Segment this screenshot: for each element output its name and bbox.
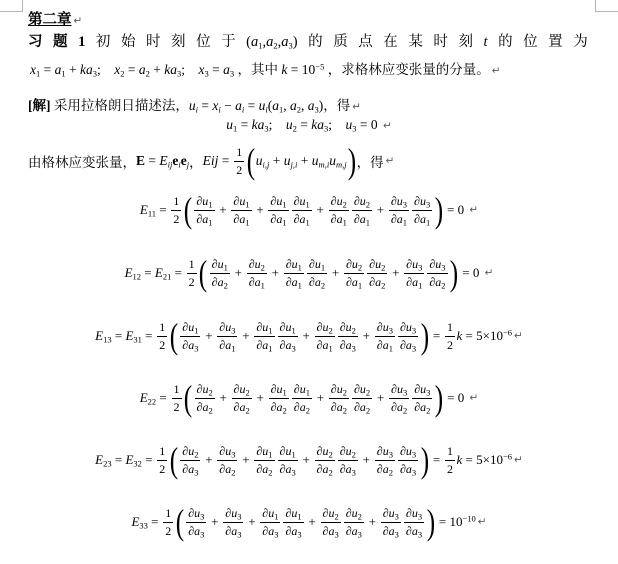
math-text: $(a_1,a_2,a_3)$ bbox=[246, 34, 298, 51]
math-text: + bbox=[392, 265, 400, 280]
cn-text: ，得 bbox=[356, 155, 384, 170]
math-text: + bbox=[362, 328, 371, 343]
numerator: $\partial u_1$ bbox=[233, 194, 250, 210]
green-tensor-definition bbox=[28, 139, 394, 183]
fraction bbox=[269, 382, 289, 414]
denominator: $\partial a_2$ bbox=[219, 461, 236, 477]
cn-text: 刻 bbox=[458, 34, 473, 50]
paragraph-mark: ↵ bbox=[469, 392, 479, 404]
left-paren: ( bbox=[246, 140, 255, 181]
math-text: + bbox=[205, 328, 213, 343]
fraction bbox=[217, 444, 237, 476]
denominator: $\partial a_2$ bbox=[316, 461, 333, 477]
denominator: $\partial a_1$ bbox=[414, 211, 431, 227]
denominator: $\partial a_3$ bbox=[182, 337, 199, 353]
cn-text: ，其中 bbox=[237, 62, 279, 77]
fraction bbox=[344, 257, 364, 289]
cn-text: 时 bbox=[145, 34, 161, 50]
math-text: $k = 5\times 10^{-6}$ bbox=[456, 327, 512, 343]
numerator: 1 bbox=[445, 320, 455, 336]
fraction bbox=[338, 320, 358, 352]
numerator: 1 bbox=[234, 145, 244, 161]
fraction bbox=[375, 444, 395, 476]
numerator: 1 bbox=[445, 444, 455, 460]
fraction bbox=[398, 320, 418, 352]
numerator: $\partial u_2$ bbox=[345, 506, 362, 522]
math-text: $k = 5\times 10^{-6}$ bbox=[456, 451, 512, 467]
numerator: $\partial u_3$ bbox=[376, 320, 393, 336]
paragraph-mark: ↵ bbox=[352, 101, 362, 113]
paragraph-mark: ↵ bbox=[484, 267, 494, 279]
denominator: $\partial a_2$ bbox=[196, 399, 213, 415]
fraction bbox=[278, 320, 298, 352]
numerator: 1 bbox=[172, 382, 182, 398]
denominator: $\partial a_3$ bbox=[339, 337, 356, 353]
math-text: + bbox=[308, 514, 316, 529]
fraction bbox=[171, 194, 181, 226]
denominator: 2 bbox=[159, 337, 166, 352]
numerator: 1 bbox=[187, 257, 197, 273]
denominator: $\partial a_3$ bbox=[188, 523, 205, 539]
denominator: $\partial a_1$ bbox=[390, 211, 408, 227]
math-text: + bbox=[248, 514, 256, 529]
denominator: 2 bbox=[173, 211, 180, 226]
numerator: $\partial u_1$ bbox=[270, 382, 287, 398]
cn-text: 于 bbox=[221, 34, 236, 50]
fraction bbox=[284, 257, 304, 289]
solution-intro bbox=[28, 94, 361, 114]
denominator: $\partial a_2$ bbox=[256, 461, 273, 477]
paragraph-mark: ↵ bbox=[73, 15, 83, 27]
numerator: $\partial u_3$ bbox=[225, 506, 242, 522]
numerator: $\partial u_2$ bbox=[353, 194, 370, 210]
paragraph-mark: ↵ bbox=[469, 204, 479, 216]
numerator: $\partial u_3$ bbox=[399, 444, 417, 460]
numerator: $\partial u_2$ bbox=[248, 257, 265, 273]
fraction bbox=[329, 194, 349, 226]
numerator: 1 bbox=[157, 444, 167, 460]
numerator: $\partial u_1$ bbox=[308, 257, 326, 273]
left-paren: ( bbox=[169, 439, 178, 480]
fraction bbox=[445, 444, 455, 476]
numerator: $\partial u_2$ bbox=[196, 382, 213, 398]
cn-text: 某 bbox=[408, 34, 423, 50]
fraction bbox=[247, 257, 267, 289]
denominator: $\partial a_2$ bbox=[353, 399, 371, 415]
cn-text: ，求格林应变张量的分量。 bbox=[327, 62, 490, 77]
fraction bbox=[223, 506, 243, 538]
denominator: $\partial a_2$ bbox=[429, 274, 446, 290]
fraction bbox=[389, 382, 409, 414]
denominator: $\partial a_1$ bbox=[248, 274, 265, 290]
fraction bbox=[234, 145, 244, 177]
denominator: $\partial a_3$ bbox=[405, 523, 423, 539]
equation-E33 bbox=[0, 498, 618, 546]
fraction bbox=[389, 194, 409, 226]
math-text: + bbox=[256, 390, 264, 405]
paragraph-mark: ↵ bbox=[382, 120, 392, 132]
numerator: 1 bbox=[157, 320, 167, 336]
fraction bbox=[278, 444, 298, 476]
denominator: $\partial a_3$ bbox=[279, 337, 296, 353]
numerator: $\partial u_2$ bbox=[233, 382, 250, 398]
denominator: 2 bbox=[446, 461, 453, 476]
margin-crop-mark-top-left bbox=[0, 0, 23, 12]
numerator: $\partial u_2$ bbox=[316, 444, 333, 460]
equation-E12 bbox=[0, 249, 618, 297]
fraction bbox=[381, 506, 401, 538]
numerator: $\partial u_3$ bbox=[405, 506, 423, 522]
denominator: $\partial a_3$ bbox=[279, 461, 296, 477]
fraction bbox=[231, 194, 251, 226]
fraction bbox=[307, 257, 327, 289]
fraction bbox=[180, 320, 200, 352]
fraction bbox=[344, 506, 364, 538]
math-text: + bbox=[219, 390, 227, 405]
math-text: = 0 bbox=[446, 202, 465, 217]
cn-text: 时 bbox=[433, 34, 448, 50]
fraction bbox=[157, 320, 167, 352]
fraction bbox=[352, 194, 372, 226]
denominator: $\partial a_2$ bbox=[391, 399, 408, 415]
math-text: + bbox=[368, 514, 376, 529]
math-text: + bbox=[234, 265, 242, 280]
fraction bbox=[292, 194, 312, 226]
denominator: $\partial a_1$ bbox=[256, 337, 273, 353]
denominator: $\partial a_1$ bbox=[270, 211, 287, 227]
denominator: 2 bbox=[188, 274, 195, 289]
numerator: $\partial u_2$ bbox=[345, 257, 363, 273]
numerator: $\partial u_3$ bbox=[219, 444, 236, 460]
numerator: $\partial u_3$ bbox=[219, 320, 236, 336]
paragraph-mark: ↵ bbox=[514, 454, 523, 466]
numerator: $\partial u_2$ bbox=[330, 194, 347, 210]
cn-text: ，得 bbox=[323, 98, 351, 113]
numerator: $\partial u_1$ bbox=[285, 257, 302, 273]
math-text: $E_{13} = E_{31}$ = bbox=[95, 328, 153, 345]
math-text: + bbox=[271, 265, 279, 280]
cn-text: ， bbox=[189, 155, 203, 170]
right-paren: ) bbox=[426, 501, 435, 542]
problem-statement-line2 bbox=[30, 58, 501, 78]
cn-text: 位 bbox=[196, 34, 211, 50]
math-text: + bbox=[242, 328, 250, 343]
cn-text: 在 bbox=[383, 34, 398, 50]
fraction bbox=[180, 444, 200, 476]
cn-text: 题 bbox=[53, 34, 68, 50]
fraction bbox=[260, 506, 280, 538]
math-text: + bbox=[205, 452, 213, 467]
math-text: = bbox=[432, 328, 441, 343]
numerator: $\partial u_3$ bbox=[390, 194, 408, 210]
numerator: $\partial u_1$ bbox=[196, 194, 213, 210]
denominator: $\partial a_1$ bbox=[345, 274, 363, 290]
numerator: $\partial u_2$ bbox=[330, 382, 347, 398]
numerator: $\partial u_3$ bbox=[406, 257, 423, 273]
denominator: $\partial a_3$ bbox=[285, 523, 302, 539]
fraction bbox=[283, 506, 303, 538]
numerator: $\partial u_3$ bbox=[376, 444, 393, 460]
numerator: $\partial u_1$ bbox=[270, 194, 287, 210]
cn-text: 始 bbox=[120, 34, 136, 50]
denominator: 2 bbox=[446, 337, 453, 352]
denominator: $\partial a_1$ bbox=[285, 274, 302, 290]
math-text: $E_{11}$ = bbox=[139, 202, 167, 219]
numerator: $\partial u_2$ bbox=[339, 320, 356, 336]
right-paren: ) bbox=[347, 140, 356, 181]
fraction bbox=[254, 444, 274, 476]
denominator: 2 bbox=[236, 162, 243, 177]
math-text: t bbox=[483, 34, 488, 50]
left-paren: ( bbox=[175, 501, 184, 542]
fraction bbox=[375, 320, 395, 352]
left-paren: ( bbox=[183, 377, 193, 418]
denominator: $\partial a_2$ bbox=[330, 399, 347, 415]
numerator: $\partial u_3$ bbox=[399, 320, 417, 336]
denominator: $\partial a_3$ bbox=[339, 461, 356, 477]
fraction bbox=[445, 320, 455, 352]
numerator: $\partial u_1$ bbox=[262, 506, 279, 522]
fraction bbox=[163, 506, 173, 538]
right-paren: ) bbox=[434, 377, 444, 418]
paragraph-mark: ↵ bbox=[477, 516, 487, 528]
math-text: $u_i = x_i - a_i = u_i(a_1$, $a_2$, $a_3$) bbox=[188, 98, 324, 115]
denominator: $\partial a_3$ bbox=[399, 337, 417, 353]
cn-text: 刻 bbox=[171, 34, 186, 50]
cn-text: 置 bbox=[548, 34, 563, 50]
fraction bbox=[217, 320, 237, 352]
numerator: $\partial u_1$ bbox=[256, 320, 273, 336]
denominator: $\partial a_1$ bbox=[293, 211, 310, 227]
cn-text: 为 bbox=[573, 34, 588, 50]
fraction bbox=[172, 382, 182, 414]
numerator: $\partial u_2$ bbox=[339, 444, 356, 460]
denominator: $\partial a_1$ bbox=[316, 337, 333, 353]
math-text: $E_{23} = E_{32}$ = bbox=[95, 452, 153, 469]
numerator: $\partial u_2$ bbox=[369, 257, 386, 273]
math-text: + bbox=[242, 452, 250, 467]
math-text: + bbox=[302, 328, 310, 343]
numerator: $\partial u_1$ bbox=[182, 320, 199, 336]
denominator: $\partial a_3$ bbox=[262, 523, 279, 539]
denominator: $\partial a_1$ bbox=[376, 337, 393, 353]
math-text: $E = E_{ij}e_ie_j$ bbox=[136, 153, 190, 170]
fraction bbox=[315, 444, 335, 476]
cn-text: 初 bbox=[95, 34, 111, 50]
fraction bbox=[315, 320, 335, 352]
right-paren: ) bbox=[420, 439, 429, 480]
math-text: + bbox=[211, 514, 219, 529]
equation-E22 bbox=[0, 374, 618, 422]
denominator: $\partial a_3$ bbox=[322, 523, 339, 539]
denominator: $\partial a_2$ bbox=[293, 399, 310, 415]
numerator: $\partial u_1$ bbox=[293, 194, 310, 210]
denominator: $\partial a_1$ bbox=[219, 337, 236, 353]
equation-E13 bbox=[0, 312, 618, 360]
denominator: $\partial a_3$ bbox=[382, 523, 399, 539]
math-text: = 0 bbox=[447, 390, 465, 405]
fraction bbox=[292, 382, 312, 414]
denominator: $\partial a_2$ bbox=[369, 274, 386, 290]
chapter-heading bbox=[28, 8, 82, 29]
left-paren: ( bbox=[169, 315, 178, 356]
denominator: $\partial a_2$ bbox=[270, 399, 287, 415]
right-paren: ) bbox=[420, 315, 429, 356]
fraction bbox=[427, 257, 447, 289]
paragraph-mark: ↵ bbox=[514, 330, 523, 342]
numerator: $\partial u_3$ bbox=[188, 506, 205, 522]
numerator: $\partial u_2$ bbox=[322, 506, 339, 522]
denominator: 2 bbox=[159, 461, 166, 476]
denominator: $\partial a_2$ bbox=[376, 461, 393, 477]
fraction bbox=[268, 194, 288, 226]
right-paren: ) bbox=[434, 189, 443, 230]
fraction bbox=[194, 194, 214, 226]
math-text: + bbox=[316, 390, 325, 405]
numerator: $\partial u_3$ bbox=[414, 194, 431, 210]
cn-text: 由格林应变张量， bbox=[28, 155, 136, 170]
math-text: + bbox=[376, 390, 385, 405]
problem-statement-line1 bbox=[28, 30, 588, 51]
fraction bbox=[412, 194, 432, 226]
fraction bbox=[329, 382, 349, 414]
numerator: $\partial u_1$ bbox=[256, 444, 273, 460]
math-text: $k = 10^{-5}$ bbox=[281, 61, 325, 77]
cn-text: 点 bbox=[358, 34, 373, 50]
numerator: $\partial u_2$ bbox=[182, 444, 199, 460]
numerator: $\partial u_1$ bbox=[285, 506, 302, 522]
cn-text: 第二章 bbox=[28, 12, 72, 28]
paragraph-mark: ↵ bbox=[385, 155, 395, 167]
math-text: + bbox=[219, 202, 227, 217]
displacement-components bbox=[0, 117, 618, 133]
fraction bbox=[210, 257, 230, 289]
denominator: $\partial a_2$ bbox=[414, 399, 431, 415]
math-text: Eij = bbox=[202, 153, 230, 168]
fraction bbox=[338, 444, 358, 476]
math-text: = 0 bbox=[462, 265, 480, 280]
math-text: + bbox=[256, 202, 264, 217]
numerator: $\partial u_3$ bbox=[382, 506, 399, 522]
numerator: $\partial u_1$ bbox=[279, 444, 296, 460]
math-text: $u_1 = ka_3$; $u_2 = ka_3$; $u_3 = 0$ bbox=[226, 117, 378, 134]
right-paren: ) bbox=[449, 252, 459, 293]
math-text: 1 bbox=[78, 34, 86, 50]
fraction bbox=[186, 506, 206, 538]
denominator: $\partial a_2$ bbox=[211, 274, 228, 290]
numerator: $\partial u_2$ bbox=[316, 320, 333, 336]
denominator: $\partial a_3$ bbox=[345, 523, 362, 539]
cn-text: 的 bbox=[498, 34, 513, 50]
denominator: $\partial a_2$ bbox=[233, 399, 250, 415]
fraction bbox=[157, 444, 167, 476]
denominator: $\partial a_2$ bbox=[308, 274, 326, 290]
math-text: = $10^{-10}$ bbox=[438, 513, 476, 529]
fraction bbox=[404, 506, 424, 538]
numerator: $\partial u_1$ bbox=[293, 382, 310, 398]
cn-text: 的 bbox=[308, 34, 323, 50]
margin-crop-mark-top-right bbox=[595, 0, 618, 12]
fraction bbox=[254, 320, 274, 352]
fraction bbox=[398, 444, 418, 476]
numerator: $\partial u_1$ bbox=[279, 320, 296, 336]
numerator: $\partial u_3$ bbox=[429, 257, 446, 273]
denominator: $\partial a_3$ bbox=[182, 461, 199, 477]
math-text: $E_{22}$ = bbox=[139, 390, 167, 407]
denominator: $\partial a_1$ bbox=[196, 211, 213, 227]
fraction bbox=[195, 382, 215, 414]
math-text: + bbox=[362, 452, 371, 467]
numerator: $\partial u_2$ bbox=[353, 382, 371, 398]
math-text: $E_{33}$ = bbox=[131, 514, 159, 531]
cn-text: 习 bbox=[28, 34, 43, 50]
fraction bbox=[187, 257, 197, 289]
denominator: $\partial a_1$ bbox=[406, 274, 423, 290]
math-text: $x_1 = a_1 + ka_3$; $x_2 = a_2 + ka_3$; $x_3 = a_3$ bbox=[30, 62, 235, 79]
fraction bbox=[352, 382, 372, 414]
math-text: + bbox=[302, 452, 310, 467]
numerator: 1 bbox=[163, 506, 173, 522]
cn-text: 位 bbox=[523, 34, 538, 50]
paragraph-mark: ↵ bbox=[491, 65, 501, 77]
denominator: $\partial a_1$ bbox=[330, 211, 347, 227]
denominator: $\partial a_1$ bbox=[233, 211, 250, 227]
cn-text: [解] bbox=[28, 98, 51, 113]
denominator: $\partial a_3$ bbox=[399, 461, 417, 477]
left-paren: ( bbox=[198, 252, 208, 293]
numerator: $\partial u_3$ bbox=[391, 382, 408, 398]
fraction bbox=[321, 506, 341, 538]
numerator: $\partial u_3$ bbox=[414, 382, 431, 398]
math-text: = bbox=[432, 452, 441, 467]
equation-E23 bbox=[0, 436, 618, 484]
denominator: 2 bbox=[173, 399, 180, 414]
denominator: $\partial a_3$ bbox=[225, 523, 242, 539]
cn-text: 质 bbox=[333, 34, 348, 50]
math-text: + bbox=[376, 202, 385, 217]
left-paren: ( bbox=[183, 189, 193, 230]
equation-E11 bbox=[0, 186, 618, 234]
numerator: $\partial u_1$ bbox=[211, 257, 228, 273]
denominator: $\partial a_1$ bbox=[353, 211, 370, 227]
fraction bbox=[232, 382, 252, 414]
math-text: + bbox=[316, 202, 324, 217]
cn-text: 采用拉格朗日描述法， bbox=[50, 98, 189, 113]
fraction bbox=[412, 382, 432, 414]
denominator: 2 bbox=[165, 523, 172, 538]
math-text: $u_{i,j} + u_{j,i} + u_{m,i}u_{m,j}$ bbox=[255, 153, 347, 170]
fraction bbox=[367, 257, 387, 289]
numerator: 1 bbox=[171, 194, 181, 210]
fraction bbox=[404, 257, 424, 289]
math-text: $E_{12} = E_{21}$ = bbox=[124, 265, 182, 282]
math-text: + bbox=[331, 265, 340, 280]
